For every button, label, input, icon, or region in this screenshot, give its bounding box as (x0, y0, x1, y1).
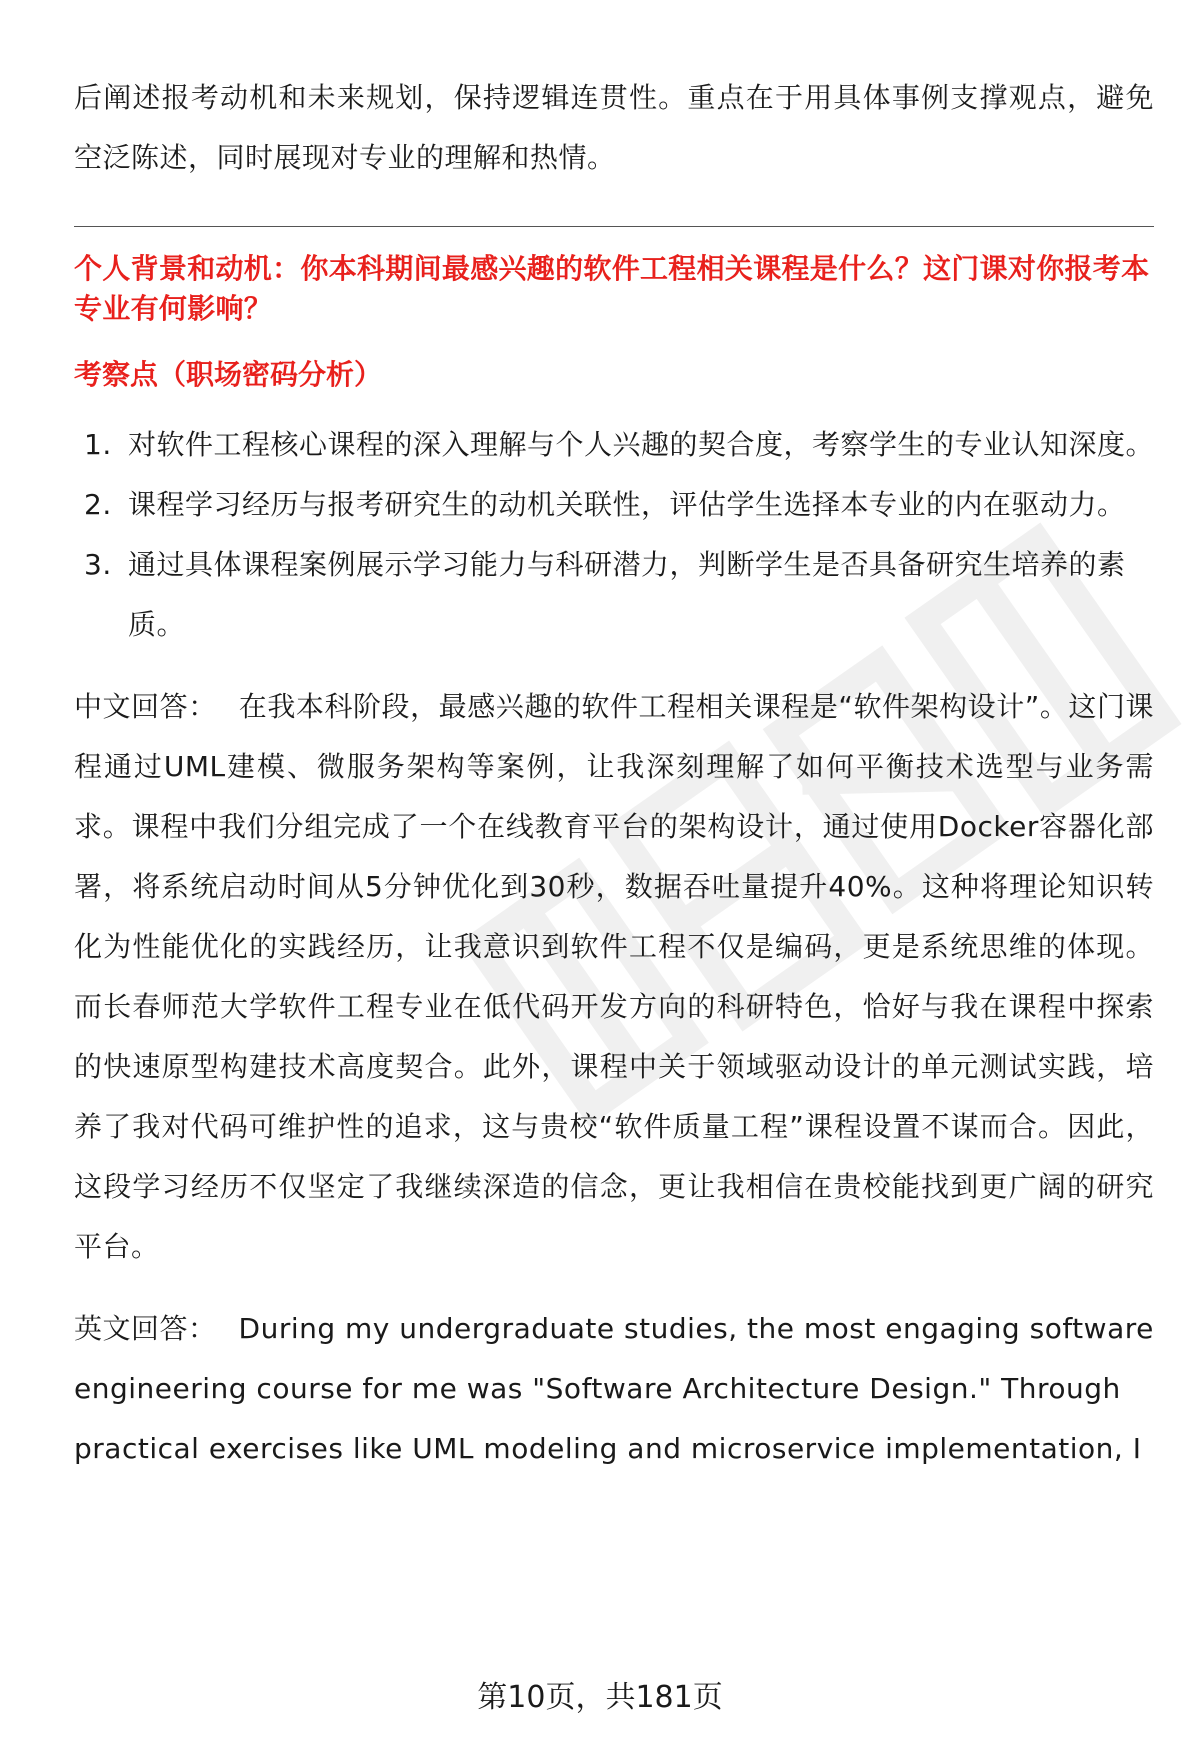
page-number-footer: 第10页，共181页 (477, 1680, 723, 1715)
english-answer-text: During my undergraduate studies, the most engaging software engineering course for me was "Software Architecture Design." Through practical exercises like UML modeling and microservice implementation, I (74, 1312, 1154, 1465)
point-number: 2. (84, 488, 112, 521)
section-divider (74, 226, 1154, 227)
point-text: 通过具体课程案例展示学习能力与科研潜力，判断学生是否具备研究生培养的素质。 (128, 548, 1126, 641)
interview-question: 个人背景和动机：你本科期间最感兴趣的软件工程相关课程是什么？这门课对你报考本专业有何影响？ (74, 252, 1150, 325)
point-number: 1. (84, 428, 112, 461)
document-page (74, 68, 1154, 1501)
analysis-point (74, 475, 1154, 535)
analysis-heading: 考察点（职场密码分析） (74, 358, 383, 391)
chinese-answer-text: 在我本科阶段，最感兴趣的软件工程相关课程是“软件架构设计”。这门课程通过UML建模、微服务架构等案例，让我深刻理解了如何平衡技术选型与业务需求。课程中我们分组完成了一个在线教育平台的架构设计，通过使用Docker容器化部署，将系统启动时间从5分钟优化到30秒，数据吞吐量提升40%。这种将理论知识转化为性能优化的实践经历，让我意识到软件工程不仅是编码，更是系统思维的体现。而长春师范大学软件工程专业在低代码开发方向的科研特色，恰好与我在课程中探索的快速原型构建技术高度契合。此外，课程中关于领域驱动设计的单元测试实践，培养了我对代码可维护性的追求，这与贵校“软件质量工程”课程设置不谋而合。因此，这段学习经历不仅坚定了我继续深造的信念，更让我相信在贵校能找到更广阔的研究平台。 (74, 690, 1154, 1263)
analysis-point-list (74, 415, 1154, 655)
point-text: 对软件工程核心课程的深入理解与个人兴趣的契合度，考察学生的专业认知深度。 (128, 428, 1155, 461)
point-text: 课程学习经历与报考研究生的动机关联性，评估学生选择本专业的内在驱动力。 (128, 488, 1126, 521)
chinese-answer-label: 中文回答： (74, 690, 217, 723)
point-number: 3. (84, 548, 112, 581)
chinese-answer (74, 677, 1154, 1277)
analysis-point (74, 535, 1154, 655)
intro-paragraph: 后阐述报考动机和未来规划，保持逻辑连贯性。重点在于用具体事例支撑观点，避免空泛陈述，同时展现对专业的理解和热情。 (74, 81, 1154, 174)
english-answer (74, 1299, 1154, 1479)
analysis-point (74, 415, 1154, 475)
english-answer-label: 英文回答： (74, 1312, 217, 1345)
